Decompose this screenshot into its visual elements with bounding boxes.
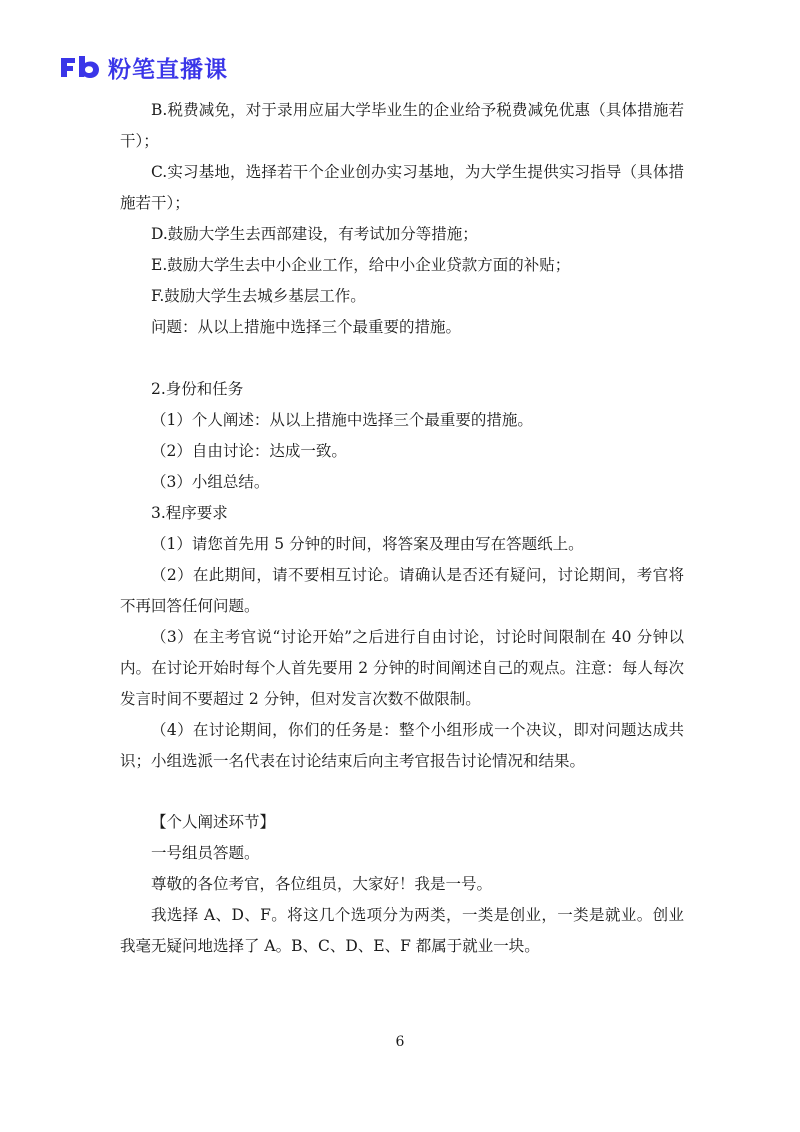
section-heading-roles: 2.身份和任务	[151, 380, 244, 398]
paragraph-option-f: F.鼓励大学生去城乡基层工作。	[151, 287, 366, 305]
page-number: 6	[395, 1034, 405, 1050]
paragraph-answer: 我选择 A、D、F。将这几个选项分为两类，一类是创业，一类是就业。创业我毫无疑问地选择了 A。B、C、D、E、F 都属于就业一块。	[120, 906, 684, 955]
paragraph-option-e: E.鼓励大学生去中小企业工作，给中小企业贷款方面的补贴；	[151, 256, 571, 274]
paragraph-role-3: （3）小组总结。	[151, 473, 270, 491]
document-body	[120, 95, 684, 962]
paragraph-greeting: 尊敬的各位考官，各位组员，大家好！我是一号。	[151, 875, 493, 893]
paragraph-procedure-1: （1）请您首先用 5 分钟的时间，将答案及理由写在答题纸上。	[151, 535, 584, 553]
section-heading-procedure: 3.程序要求	[151, 504, 228, 522]
paragraph-option-d: D.鼓励大学生去西部建设，有考试加分等措施；	[151, 225, 478, 243]
fb-logo-icon	[58, 54, 102, 80]
paragraph-member-one: 一号组员答题。	[151, 844, 260, 862]
brand-title: 粉笔直播课	[108, 56, 228, 83]
paragraph-procedure-3: （3）在主考官说“讨论开始”之后进行自由讨论，讨论时间限制在 40 分钟以内。在讨论开始时每个人首先要用 2 分钟的时间阐述自己的观点。注意：每人每次发言时间不要超过 2 分钟，但对发言次数不做限制。	[120, 628, 684, 708]
paragraph-role-1: （1）个人阐述：从以上措施中选择三个最重要的措施。	[151, 411, 533, 429]
paragraph-question: 问题：从以上措施中选择三个最重要的措施。	[151, 318, 462, 336]
paragraph-role-2: （2）自由讨论：达成一致。	[151, 442, 347, 460]
section-heading-individual: 【个人阐述环节】	[151, 813, 276, 831]
paragraph-procedure-2: （2）在此期间，请不要相互讨论。请确认是否还有疑问，讨论期间，考官将不再回答任何问题。	[120, 566, 684, 615]
paragraph-procedure-4: （4）在讨论期间，你们的任务是：整个小组形成一个决议，即对问题达成共识；小组选派一名代表在讨论结束后向主考官报告讨论情况和结果。	[120, 721, 684, 770]
paragraph-option-c: C.实习基地，选择若干个企业创办实习基地，为大学生提供实习指导（具体措施若干）；	[120, 163, 684, 212]
paragraph-option-b: B.税费减免，对于录用应届大学毕业生的企业给予税费减免优惠（具体措施若干）；	[120, 101, 684, 150]
page-header	[58, 52, 228, 82]
